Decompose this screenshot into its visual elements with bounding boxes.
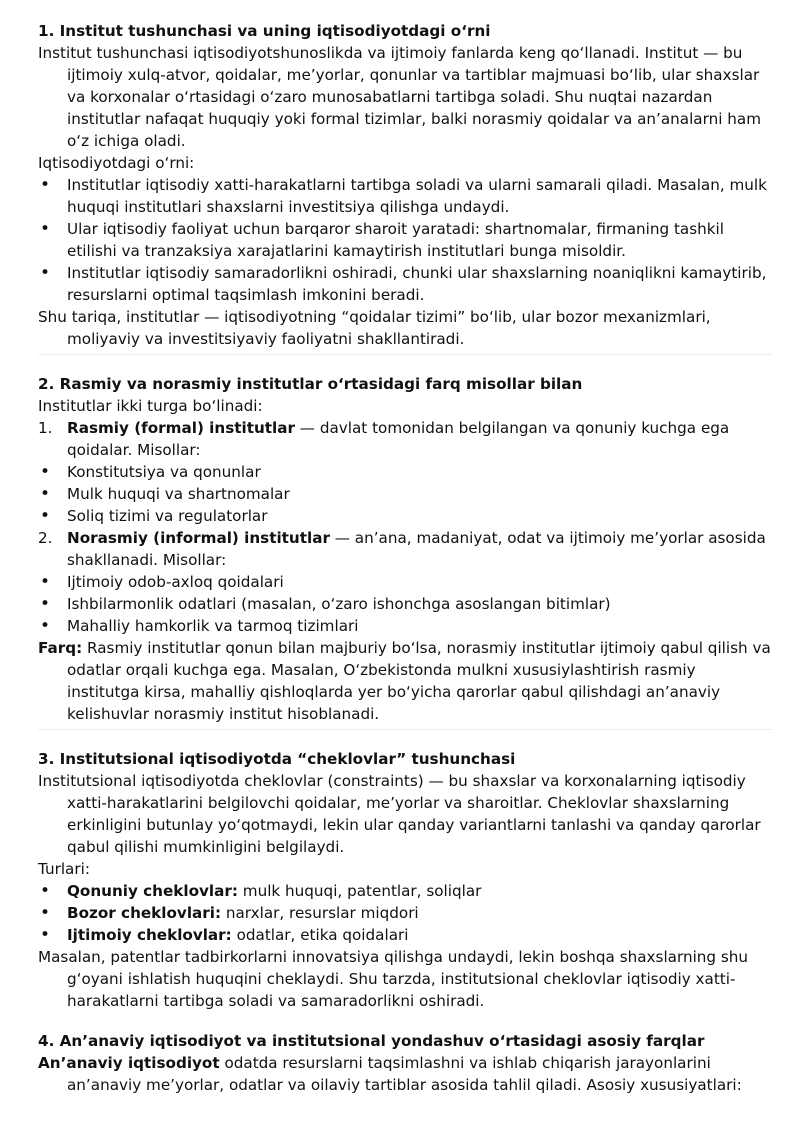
traditional-economy-text: odatda resurslarni taqsimlashni va ishlab chiqarish jarayonlarini an’anaviy me’yorlar, odatlar va oilaviy tartiblar asosida tahlil qiladi. Asosiy xususiyatlari:	[67, 1054, 742, 1094]
bullet-icon: •	[40, 881, 51, 901]
numbered-item-formal	[38, 417, 772, 461]
bullet-icon: •	[40, 925, 51, 945]
traditional-economy-term: An’anaviy iqtisodiyot	[38, 1054, 220, 1072]
list-item	[38, 483, 772, 505]
bullet-icon: •	[40, 572, 51, 592]
list-number: 1.	[38, 419, 53, 437]
section-3-intro: Institutsional iqtisodiyotda cheklovlar (constraints) — bu shaxslar va korxonalarning iqtisodiy xatti-harakatlarini belgilovchi qoidalar, me’yorlar va sharoitlar. Cheklovlar shaxslarning erkinligini butunlay yo‘qotmaydi, lekin ular qanday variantlarni tanlashi va qanday qarorlar qabul qilishi mumkinligini belgilaydi.	[38, 772, 761, 856]
list-item-text: Ijtimoiy odob-axloq qoidalari	[67, 573, 284, 591]
constraint-text: odatlar, etika qoidalari	[231, 926, 409, 944]
section-4-intro	[38, 1052, 772, 1096]
list-item	[38, 218, 772, 262]
informal-term: Norasmiy (informal) institutlar	[67, 529, 330, 547]
constraint-term: Ijtimoiy cheklovlar:	[67, 926, 232, 944]
document-page	[38, 20, 772, 1096]
list-item	[38, 505, 772, 527]
formal-text: — davlat tomonidan belgilangan va qonuniy kuchga ega qoidalar. Misollar:	[67, 419, 730, 459]
bullet-icon: •	[40, 594, 51, 614]
constraint-text: mulk huquqi, patentlar, soliqlar	[237, 882, 482, 900]
section-3	[38, 748, 772, 1012]
bullet-icon: •	[40, 175, 51, 195]
section-1	[38, 20, 772, 350]
bullet-icon: •	[40, 506, 51, 526]
list-item	[38, 571, 772, 593]
section-2	[38, 373, 772, 725]
list-item	[38, 880, 772, 902]
section-divider	[38, 354, 772, 355]
bullet-icon: •	[40, 263, 51, 283]
section-spacer	[38, 1012, 772, 1030]
bullet-icon: •	[40, 616, 51, 636]
section-4	[38, 1030, 772, 1096]
list-item-text: Ishbilarmonlik odatlari (masalan, o‘zaro ishonchga asoslangan bitimlar)	[67, 595, 611, 613]
section-1-heading: 1. Institut tushunchasi va uning iqtisodiyotdagi o‘rni	[38, 22, 491, 40]
constraint-term: Bozor cheklovlari:	[67, 904, 222, 922]
list-item	[38, 174, 772, 218]
section-2-difference	[38, 637, 772, 725]
bullet-icon: •	[40, 903, 51, 923]
numbered-item-informal	[38, 527, 772, 571]
list-item-text: Institutlar iqtisodiy samaradorlikni oshiradi, chunki ular shaxslarning noaniqlikni kamaytirib, resurslarni optimal taqsimlash imkonini beradi.	[67, 264, 767, 304]
constraint-term: Qonuniy cheklovlar:	[67, 882, 238, 900]
section-3-example: Masalan, patentlar tadbirkorlarni innovatsiya qilishga undaydi, lekin boshqa shaxslarning shu g‘oyani ishlatish huquqini cheklaydi. Shu tarzda, institutsional cheklovlar iqtisodiy xatti-harakatlarni tartibga soladi va samaradorlikni oshiradi.	[38, 948, 749, 1010]
list-item-text: Ular iqtisodiy faoliyat uchun barqaror sharoit yaratadi: shartnomalar, firmaning tashkil etilishi va tranzaksiya xarajatlarini kamaytirish institutlari bunga misoldir.	[67, 220, 724, 260]
list-item-text: Institutlar iqtisodiy xatti-harakatlarni tartibga soladi va ularni samarali qiladi. Masalan, mulk huquqi institutlari shaxslarni investitsiya qilishga undaydi.	[67, 176, 767, 216]
bullet-icon: •	[40, 462, 51, 482]
difference-label: Farq:	[38, 639, 83, 657]
list-item	[38, 262, 772, 306]
bullet-icon: •	[40, 484, 51, 504]
section-1-intro: Institut tushunchasi iqtisodiyotshunoslikda va ijtimoiy fanlarda keng qo‘llanadi. Institut — bu ijtimoiy xulq-atvor, qoidalar, me’yorlar, qonunlar va tartiblar majmuasi bo‘lib, ular shaxslar va korxonalar o‘rtasidagi o‘zaro munosabatlarni tartibga soladi. Shu nuqtai nazardan institutlar nafaqat huquqiy yoki formal tizimlar, balki norasmiy qoidalar va an’analarni ham o‘z ichiga oladi.	[38, 44, 761, 150]
list-item	[38, 593, 772, 615]
list-item-text: Konstitutsiya va qonunlar	[67, 463, 261, 481]
list-item	[38, 902, 772, 924]
section-4-heading: 4. An’anaviy iqtisodiyot va institutsional yondashuv o‘rtasidagi asosiy farqlar	[38, 1032, 705, 1050]
informal-text: — an’ana, madaniyat, odat va ijtimoiy me’yorlar asosida shakllanadi. Misollar:	[67, 529, 766, 569]
list-item	[38, 615, 772, 637]
list-item-text: Mahalliy hamkorlik va tarmoq tizimlari	[67, 617, 359, 635]
list-item	[38, 924, 772, 946]
section-2-intro: Institutlar ikki turga bo‘linadi:	[38, 397, 263, 415]
formal-term: Rasmiy (formal) institutlar	[67, 419, 295, 437]
difference-text: Rasmiy institutlar qonun bilan majburiy bo‘lsa, norasmiy institutlar ijtimoiy qabul qilish va odatlar orqali kuchga ega. Masalan, O‘zbekistonda mulkni xususiylashtirish rasmiy institutga kirsa, mahalliy qishloqlarda yer bo‘yicha qarorlar qabul qilishdagi an’anaviy kelishuvlar norasmiy institut hisoblanadi.	[67, 639, 771, 723]
constraint-text: narxlar, resurslar miqdori	[221, 904, 419, 922]
list-number: 2.	[38, 529, 53, 547]
section-1-role-label: Iqtisodiyotdagi o‘rni:	[38, 154, 195, 172]
section-3-heading: 3. Institutsional iqtisodiyotda “cheklovlar” tushunchasi	[38, 750, 516, 768]
section-3-types-label: Turlari:	[38, 860, 90, 878]
list-item-text: Mulk huquqi va shartnomalar	[67, 485, 290, 503]
section-divider	[38, 729, 772, 730]
bullet-icon: •	[40, 219, 51, 239]
list-item-text: Soliq tizimi va regulatorlar	[67, 507, 268, 525]
section-1-conclusion: Shu tariqa, institutlar — iqtisodiyotning “qoidalar tizimi” bo‘lib, ular bozor mexanizmlari, moliyaviy va investitsiyaviy faoliyatni shakllantiradi.	[38, 308, 711, 348]
list-item	[38, 461, 772, 483]
section-2-heading: 2. Rasmiy va norasmiy institutlar o‘rtasidagi farq misollar bilan	[38, 375, 583, 393]
